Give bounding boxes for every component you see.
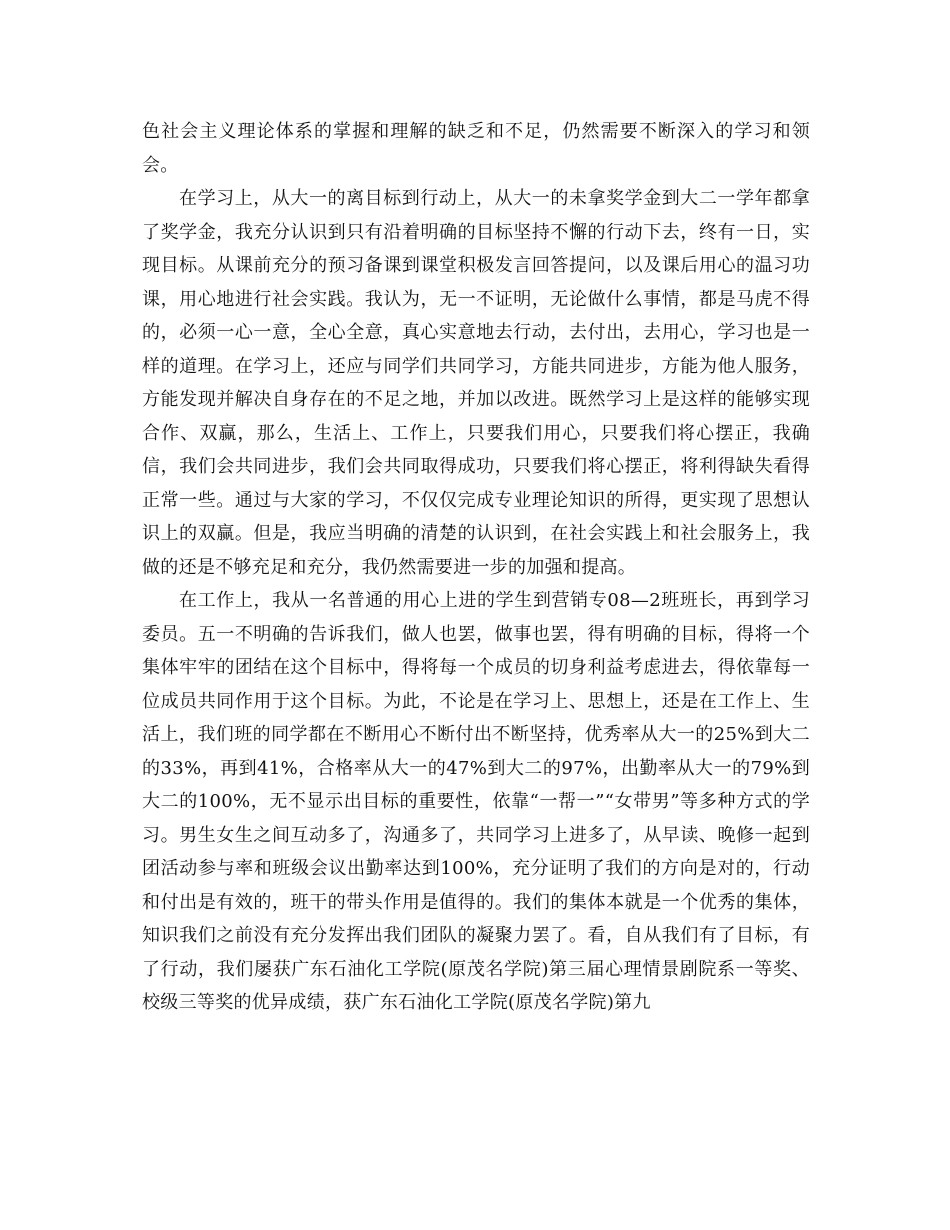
body-text (142, 115, 810, 1020)
paragraph-work: 在工作上，我从一名普通的用心上进的学生到营销专08—2班班长，再到学习委员。五一不明确的告诉我们，做人也罢，做事也罢，得有明确的目标，得将一个集体牢牢的团结在这个目标中，得将每一个成员的切身利益考虑进去，得依靠每一位成员共同作用于这个目标。为此，不论是在学习上、思想上，还是在工作上、生活上，我们班的同学都在不断用心不断付出不断坚持，优秀率从大一的25%到大二的33%，再到41%，合格率从大一的47%到大二的97%，出勤率从大一的79%到大二的100%，无不显示出目标的重要性，依靠“一帮一”“女带男”等多种方式的学习。男生女生之间互动多了，沟通多了，共同学习上进多了，从早读、晚修一起到团活动参与率和班级会议出勤率达到100%，充分证明了我们的方向是对的，行动和付出是有效的，班干的带头作用是值得的。我们的集体本就是一个优秀的集体，知识我们之前没有充分发挥出我们团队的凝聚力罢了。看，自从我们有了目标，有了行动，我们屡获广东石油化工学院(原茂名学院)第三届心理情景剧院系一等奖、校级三等奖的优异成绩，获广东石油化工学院(原茂名学院)第九 (142, 590, 810, 1013)
paragraph-continuation: 色社会主义理论体系的掌握和理解的缺乏和不足，仍然需要不断深入的学习和领会。 (142, 121, 810, 176)
paragraph-study: 在学习上，从大一的离目标到行动上，从大一的未拿奖学金到大二一学年都拿了奖学金，我充分认识到只有沿着明确的目标坚持不懈的行动下去，终有一日，实现目标。从课前充分的预习备课到课堂积极发言回答提问，以及课后用心的温习功课，用心地进行社会实践。我认为，无一不证明，无论做什么事情，都是马虎不得的，必须一心一意，全心全意，真心实意地去行动，去付出，去用心，学习也是一样的道理。在学习上，还应与同学们共同学习，方能共同进步，方能为他人服务，方能发现并解决自身存在的不足之地，并加以改进。既然学习上是这样的能够实现合作、双赢，那么，生活上、工作上，只要我们用心，只要我们将心摆正，我确信，我们会共同进步，我们会共同取得成功，只要我们将心摆正，将利得缺失看得正常一些。通过与大家的学习，不仅仅完成专业理论知识的所得，更实现了思想认识上的双赢。但是，我应当明确的清楚的认识到，在社会实践上和社会服务上，我做的还是不够充足和充分，我仍然需要进一步的加强和提高。 (142, 188, 810, 578)
